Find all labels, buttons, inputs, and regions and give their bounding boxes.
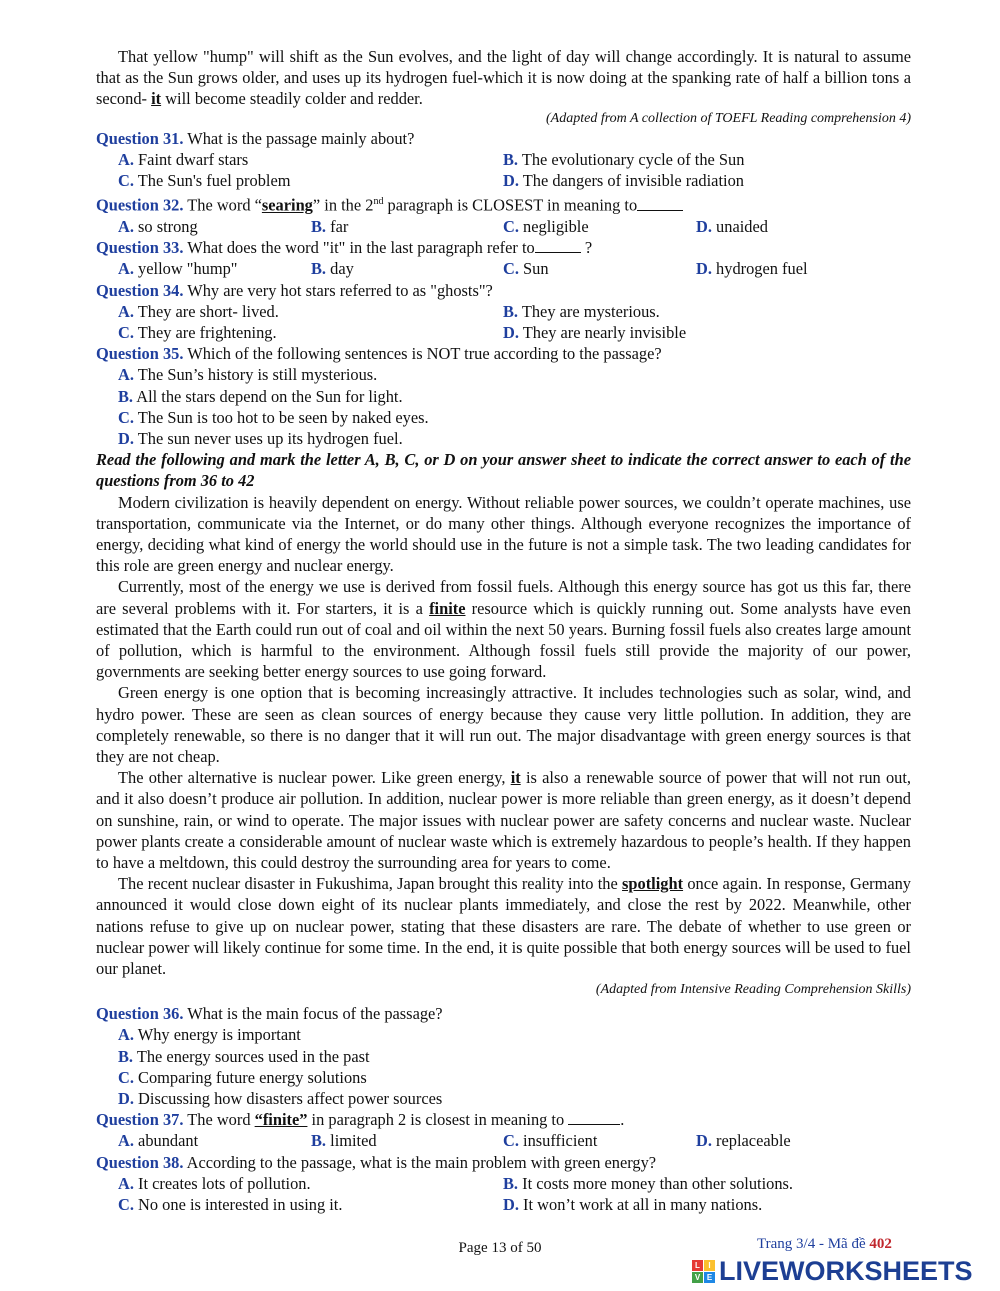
q38-options-row2 xyxy=(96,1194,911,1215)
reading-instruction: Read the following and mark the letter A, B, C, or D on your answer sheet to indicate the correct answer to each of the questions from 36 to 42 xyxy=(96,450,911,491)
q33-option-a[interactable]: A. yellow "hump" xyxy=(118,259,238,279)
q31-option-c[interactable]: C. The Sun's fuel problem xyxy=(118,171,291,191)
q37-option-c[interactable]: C. insufficient xyxy=(503,1131,598,1151)
question-35: Question 35. Which of the following sentences is NOT true according to the passage? xyxy=(96,344,662,364)
q34-option-d[interactable]: D. They are nearly invisible xyxy=(503,322,687,342)
q34-option-a[interactable]: A. They are short- lived. xyxy=(118,301,279,321)
q33-options xyxy=(96,258,911,279)
q38-option-a[interactable]: A. It creates lots of pollution. xyxy=(118,1173,311,1193)
q38-option-d[interactable]: D. It won’t work at all in many nations. xyxy=(503,1195,763,1215)
q33-option-d[interactable]: D. hydrogen fuel xyxy=(696,259,808,279)
exam-code: Trang 3/4 - Mã đề 402 xyxy=(757,1236,892,1252)
q36-option-c[interactable]: C. Comparing future energy solutions xyxy=(118,1067,367,1087)
q31-options-row2 xyxy=(96,170,911,191)
q34-options-row1 xyxy=(96,301,911,322)
q32-option-b[interactable]: B. far xyxy=(311,216,349,236)
q36-option-d[interactable]: D. Discussing how disasters affect power sources xyxy=(118,1089,443,1109)
q38-options-row1 xyxy=(96,1173,911,1194)
q31-options-row1 xyxy=(96,149,911,170)
q33-option-b[interactable]: B. day xyxy=(311,259,354,279)
q37-options xyxy=(96,1130,911,1151)
passage-paragraph-4: The other alternative is nuclear power. Like green energy, it is also a renewable source of power that will not run out, and it also doesn’t produce air pollution. In addition, nuclear power is more reliable than green energy, as it doesn’t depend on sunshine, rain, or wind to operate. The major issues with nuclear power are safety concerns and nuclear waste. Nuclear power plants create a considerable amount of nuclear waste which is extremely hazardous to people’s health. If they happen to have a meltdown, this could destroy the surrounding area for years to come. xyxy=(96,768,911,872)
q32-option-c[interactable]: C. negligible xyxy=(503,216,589,236)
passage-paragraph-1: Modern civilization is heavily dependent on energy. Without reliable power sources, we couldn’t operate machines, use transportation, communicate via the Internet, or do many other things. Although everyone recognizes the importance of energy, deciding what kind of energy the world should use in the future is not a simple task. The two leading candidates for this role are green energy and nuclear energy. xyxy=(96,492,911,576)
underlined-it: it xyxy=(510,768,521,788)
q32-option-d[interactable]: D. unaided xyxy=(696,216,768,236)
passage-paragraph-2: Currently, most of the energy we use is derived from fossil fuels. Although this energy source has got us this far, there are several problems with it. For starters, it is a finite resource which is quickly running out. Some analysts have even estimated that the Earth could run out of coal and oil within the next 50 years. Burning fossil fuels also creates large amount of pollution, which is harmful to the environment. Although fossil fuels still provide the majority of our power, governments are seeking better energy sources to use going forward. xyxy=(96,577,911,682)
question-37: Question 37. The word “finite” in paragraph 2 is closest in meaning to . xyxy=(96,1110,625,1130)
q32-options xyxy=(96,216,911,237)
q31-option-a[interactable]: A. Faint dwarf stars xyxy=(118,149,249,169)
intro-source: (Adapted from A collection of TOEFL Reading comprehension 4) xyxy=(546,110,911,126)
q34-option-c[interactable]: C. They are frightening. xyxy=(118,322,277,342)
q37-option-a[interactable]: A. abundant xyxy=(118,1131,199,1151)
q34-option-b[interactable]: B. They are mysterious. xyxy=(503,301,660,321)
question-34: Question 34. Why are very hot stars referred to as "ghosts"? xyxy=(96,280,493,300)
q31-option-d[interactable]: D. The dangers of invisible radiation xyxy=(503,171,744,191)
q34-options-row2 xyxy=(96,322,911,343)
question-32: Question 32. The word “searing” in the 2nd paragraph is CLOSEST in meaning to xyxy=(96,191,911,216)
worksheet-page xyxy=(96,46,911,1215)
question-31: Question 31. What is the passage mainly about? xyxy=(96,128,415,148)
question-36: Question 36. What is the main focus of the passage? xyxy=(96,1004,443,1024)
liveworksheets-logo-icon: L I V E xyxy=(692,1260,715,1283)
intro-underlined-it: it xyxy=(151,89,162,109)
q35-option-c[interactable]: C. The Sun is too hot to be seen by naked eyes. xyxy=(118,407,429,427)
q38-option-b[interactable]: B. It costs more money than other solutions. xyxy=(503,1173,794,1193)
underlined-spotlight: spotlight xyxy=(622,874,684,894)
question-38: Question 38. According to the passage, what is the main problem with green energy? xyxy=(96,1152,657,1172)
q35-option-a[interactable]: A. The Sun’s history is still mysterious. xyxy=(118,365,378,385)
underlined-finite: finite xyxy=(429,598,466,618)
q35-option-d[interactable]: D. The sun never uses up its hydrogen fuel. xyxy=(118,428,403,448)
q35-option-b[interactable]: B. All the stars depend on the Sun for light. xyxy=(118,386,403,406)
passage-source: (Adapted from Intensive Reading Comprehension Skills) xyxy=(595,982,911,998)
q38-option-c[interactable]: C. No one is interested in using it. xyxy=(118,1195,343,1215)
liveworksheets-logo[interactable] xyxy=(692,1256,973,1287)
q36-option-b[interactable]: B. The energy sources used in the past xyxy=(118,1046,370,1066)
liveworksheets-logo-text: LIVEWORKSHEETS xyxy=(719,1256,973,1286)
question-33: Question 33. What does the word "it" in the last paragraph refer to ? xyxy=(96,238,593,258)
page-number: Page 13 of 50 xyxy=(458,1240,542,1256)
passage-paragraph-3: Green energy is one option that is becoming increasingly attractive. It includes technologies such as solar, wind, and hydro power. These are seen as clean sources of energy because they cause very little pollution. In addition, they are completely renewable, so there is no danger that it will run out. The major disadvantage with green energy sources is that they are not cheap. xyxy=(96,683,911,766)
q33-option-c[interactable]: C. Sun xyxy=(503,259,549,279)
q37-option-b[interactable]: B. limited xyxy=(311,1131,377,1151)
q36-option-a[interactable]: A. Why energy is important xyxy=(118,1025,301,1045)
q31-option-b[interactable]: B. The evolutionary cycle of the Sun xyxy=(503,149,745,169)
q32-option-a[interactable]: A. so strong xyxy=(118,216,198,236)
passage-paragraph-5: The recent nuclear disaster in Fukushima, Japan brought this reality into the spotlight once again. In response, Germany announced it would close down eight of its nuclear plants immediately, and close the rest by 2022. Meanwhile, other nations refuse to give up on nuclear power, stating that these disasters are rare. The debate of whether to use green or nuclear power will likely continue for some time. In the end, it is quite possible that both energy sources will be used to fuel our planet. xyxy=(96,874,911,978)
intro-paragraph: That yellow "hump" will shift as the Sun evolves, and the light of day will change accordingly. It is natural to assume that as the Sun grows older, and uses up its hydrogen fuel-which it is now doing at the spanking rate of half a billion tons a second- it will become steadily colder and redder. xyxy=(96,47,911,109)
q37-option-d[interactable]: D. replaceable xyxy=(696,1131,791,1151)
